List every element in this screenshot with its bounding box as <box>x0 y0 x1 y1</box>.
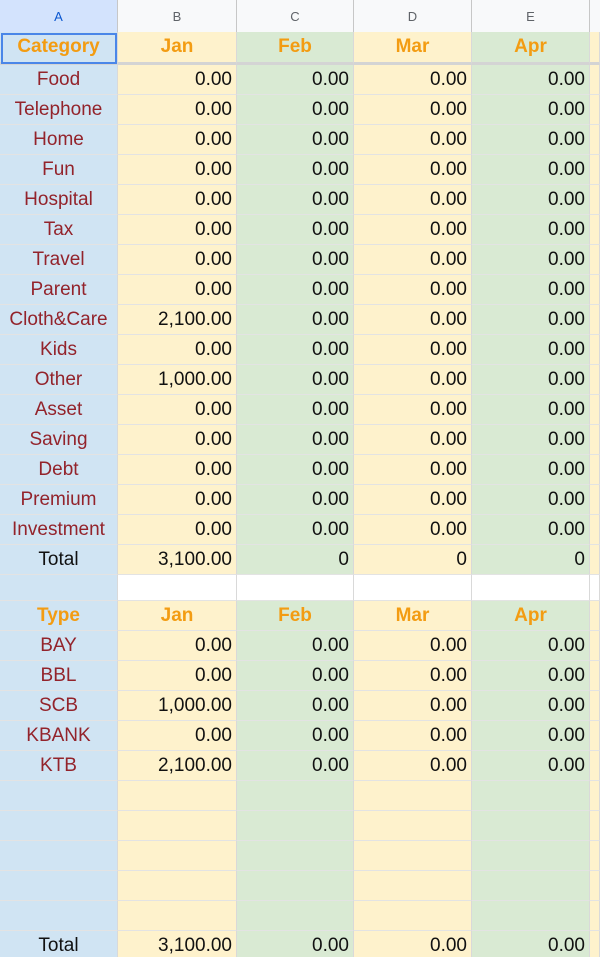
empty-cell[interactable] <box>354 575 472 601</box>
value-cell[interactable]: 0.00 <box>118 275 237 305</box>
value-cell[interactable]: 0.00 <box>472 661 590 691</box>
value-cell[interactable]: 0.00 <box>237 485 354 515</box>
value-cell[interactable]: 0.00 <box>237 515 354 545</box>
cell-f[interactable] <box>590 841 600 871</box>
value-cell[interactable]: 1,000.00 <box>118 365 237 395</box>
value-cell[interactable]: 0.00 <box>237 275 354 305</box>
value-cell[interactable] <box>118 781 237 811</box>
row-label[interactable] <box>0 901 118 931</box>
value-cell[interactable]: 0.00 <box>118 721 237 751</box>
value-cell[interactable]: 0.00 <box>237 395 354 425</box>
category_table-header-label[interactable]: Category <box>0 32 118 65</box>
value-cell[interactable]: 0.00 <box>118 515 237 545</box>
value-cell[interactable]: 0.00 <box>472 335 590 365</box>
cell-f[interactable] <box>590 65 600 95</box>
row-label[interactable]: BAY <box>0 631 118 661</box>
empty-cell[interactable] <box>0 575 118 601</box>
cell-f[interactable] <box>590 305 600 335</box>
value-cell[interactable]: 0.00 <box>354 275 472 305</box>
value-cell[interactable]: 0.00 <box>354 125 472 155</box>
row-label[interactable]: Asset <box>0 395 118 425</box>
table-row <box>0 335 600 365</box>
total-value[interactable]: 0.00 <box>237 931 354 957</box>
value-cell[interactable]: 0.00 <box>354 395 472 425</box>
value-cell[interactable]: 0.00 <box>354 365 472 395</box>
value-cell[interactable]: 0.00 <box>118 125 237 155</box>
row-label[interactable]: Premium <box>0 485 118 515</box>
value-cell[interactable]: 0.00 <box>118 155 237 185</box>
value-cell[interactable] <box>118 871 237 901</box>
value-cell[interactable]: 0.00 <box>118 95 237 125</box>
value-cell[interactable]: 0.00 <box>118 661 237 691</box>
value-cell[interactable]: 0.00 <box>237 691 354 721</box>
value-cell[interactable] <box>237 841 354 871</box>
cell-f[interactable] <box>590 245 600 275</box>
type_table-header-month[interactable]: Feb <box>237 601 354 631</box>
table-row <box>0 751 600 781</box>
value-cell[interactable]: 0.00 <box>118 485 237 515</box>
table-row <box>0 691 600 721</box>
row-label[interactable]: Saving <box>0 425 118 455</box>
cell-f[interactable] <box>590 781 600 811</box>
row-label[interactable]: Investment <box>0 515 118 545</box>
type_table-header-row <box>0 601 600 631</box>
cell-f[interactable] <box>590 901 600 931</box>
value-cell[interactable]: 0.00 <box>472 395 590 425</box>
table-row <box>0 661 600 691</box>
table-row <box>0 65 600 95</box>
value-cell[interactable]: 0.00 <box>354 215 472 245</box>
value-cell[interactable]: 0.00 <box>237 245 354 275</box>
value-cell[interactable]: 0.00 <box>354 335 472 365</box>
value-cell[interactable]: 0.00 <box>354 455 472 485</box>
value-cell[interactable]: 0.00 <box>472 425 590 455</box>
type_table-header-month[interactable]: Jan <box>118 601 237 631</box>
column-header-e[interactable]: E <box>472 0 590 32</box>
table-row <box>0 425 600 455</box>
value-cell[interactable]: 0.00 <box>472 515 590 545</box>
value-cell[interactable]: 0.00 <box>354 515 472 545</box>
table-row <box>0 125 600 155</box>
value-cell[interactable]: 0.00 <box>354 751 472 781</box>
row-label[interactable]: KBANK <box>0 721 118 751</box>
value-cell[interactable]: 0.00 <box>354 185 472 215</box>
value-cell[interactable] <box>237 871 354 901</box>
column-header-c[interactable]: C <box>237 0 354 32</box>
row-label[interactable]: Fun <box>0 155 118 185</box>
empty-cell[interactable] <box>118 575 237 601</box>
value-cell[interactable] <box>237 781 354 811</box>
cell-f[interactable] <box>590 365 600 395</box>
value-cell[interactable]: 0.00 <box>354 155 472 185</box>
value-cell[interactable]: 0.00 <box>118 335 237 365</box>
table-row <box>0 781 600 811</box>
row-label[interactable]: Hospital <box>0 185 118 215</box>
value-cell[interactable] <box>472 871 590 901</box>
cell-grid <box>0 32 600 957</box>
value-cell[interactable] <box>472 901 590 931</box>
value-cell[interactable] <box>237 901 354 931</box>
column-header-f[interactable] <box>590 0 600 32</box>
type_table-header-label[interactable]: Type <box>0 601 118 631</box>
table-row <box>0 515 600 545</box>
value-cell[interactable]: 0.00 <box>237 631 354 661</box>
total-value[interactable]: 0.00 <box>472 931 590 957</box>
value-cell[interactable]: 0.00 <box>237 125 354 155</box>
value-cell[interactable]: 0.00 <box>237 365 354 395</box>
value-cell[interactable]: 0.00 <box>472 485 590 515</box>
table-row <box>0 631 600 661</box>
category_table-header-month[interactable]: Feb <box>237 32 354 65</box>
table-row <box>0 901 600 931</box>
value-cell[interactable]: 0.00 <box>118 215 237 245</box>
value-cell[interactable]: 0.00 <box>354 65 472 95</box>
value-cell[interactable]: 0.00 <box>354 425 472 455</box>
value-cell[interactable]: 0.00 <box>354 721 472 751</box>
table-row <box>0 811 600 841</box>
value-cell[interactable]: 0.00 <box>354 485 472 515</box>
category_table-header-row <box>0 32 600 65</box>
table-row <box>0 485 600 515</box>
value-cell[interactable]: 0.00 <box>118 425 237 455</box>
value-cell[interactable]: 0.00 <box>472 125 590 155</box>
cell-f[interactable] <box>590 95 600 125</box>
value-cell[interactable]: 0.00 <box>354 631 472 661</box>
value-cell[interactable]: 0.00 <box>472 275 590 305</box>
row-label[interactable]: Travel <box>0 245 118 275</box>
table-row <box>0 185 600 215</box>
value-cell[interactable]: 1,000.00 <box>118 691 237 721</box>
total-label[interactable]: Total <box>0 931 118 957</box>
row-label[interactable] <box>0 781 118 811</box>
value-cell[interactable]: 0.00 <box>472 185 590 215</box>
category_table-header-month[interactable]: Mar <box>354 32 472 65</box>
value-cell[interactable]: 0.00 <box>118 395 237 425</box>
value-cell[interactable] <box>472 811 590 841</box>
value-cell[interactable]: 0.00 <box>237 455 354 485</box>
value-cell[interactable] <box>118 841 237 871</box>
column-header-a[interactable]: A <box>0 0 118 32</box>
total-label[interactable]: Total <box>0 545 118 575</box>
blank-row <box>0 575 600 601</box>
row-label[interactable] <box>0 841 118 871</box>
value-cell[interactable]: 0.00 <box>472 721 590 751</box>
cell-f[interactable] <box>590 275 600 305</box>
value-cell[interactable]: 0.00 <box>118 245 237 275</box>
cell-f[interactable] <box>590 155 600 185</box>
value-cell[interactable] <box>354 871 472 901</box>
cell-f[interactable] <box>590 661 600 691</box>
value-cell[interactable]: 0.00 <box>472 751 590 781</box>
column-header-b[interactable]: B <box>118 0 237 32</box>
category_table-header-month[interactable]: Jan <box>118 32 237 65</box>
row-label[interactable]: Parent <box>0 275 118 305</box>
cell-f[interactable] <box>590 871 600 901</box>
value-cell[interactable]: 0.00 <box>472 631 590 661</box>
value-cell[interactable]: 0.00 <box>354 305 472 335</box>
row-label[interactable]: Debt <box>0 455 118 485</box>
cell-f[interactable] <box>590 691 600 721</box>
value-cell[interactable]: 0.00 <box>472 365 590 395</box>
column-header-row <box>0 0 600 33</box>
value-cell[interactable]: 0.00 <box>354 691 472 721</box>
value-cell[interactable] <box>118 811 237 841</box>
value-cell[interactable]: 0.00 <box>237 335 354 365</box>
row-label[interactable]: Other <box>0 365 118 395</box>
cell-f[interactable] <box>590 32 600 65</box>
value-cell[interactable]: 2,100.00 <box>118 751 237 781</box>
value-cell[interactable]: 0.00 <box>237 65 354 95</box>
total-value[interactable]: 3,100.00 <box>118 931 237 957</box>
row-label[interactable]: Cloth&Care <box>0 305 118 335</box>
type_table-header-month[interactable]: Mar <box>354 601 472 631</box>
type_table-total-row <box>0 931 600 957</box>
value-cell[interactable]: 0.00 <box>354 245 472 275</box>
value-cell[interactable]: 0.00 <box>472 245 590 275</box>
cell-f[interactable] <box>590 125 600 155</box>
table-row <box>0 721 600 751</box>
cell-f[interactable] <box>590 931 600 957</box>
value-cell[interactable]: 0.00 <box>472 305 590 335</box>
value-cell[interactable] <box>118 901 237 931</box>
cell-f[interactable] <box>590 185 600 215</box>
cell-f[interactable] <box>590 631 600 661</box>
value-cell[interactable]: 0.00 <box>472 65 590 95</box>
value-cell[interactable]: 0.00 <box>237 215 354 245</box>
total-value[interactable]: 3,100.00 <box>118 545 237 575</box>
value-cell[interactable]: 0.00 <box>118 185 237 215</box>
value-cell[interactable] <box>472 841 590 871</box>
type_table-header-month[interactable]: Apr <box>472 601 590 631</box>
value-cell[interactable]: 0.00 <box>237 155 354 185</box>
value-cell[interactable] <box>354 811 472 841</box>
cell-f[interactable] <box>590 395 600 425</box>
value-cell[interactable]: 0.00 <box>472 155 590 185</box>
row-label[interactable]: BBL <box>0 661 118 691</box>
total-value[interactable]: 0.00 <box>354 931 472 957</box>
value-cell[interactable]: 0.00 <box>472 691 590 721</box>
total-value[interactable]: 0 <box>472 545 590 575</box>
value-cell[interactable]: 0.00 <box>237 95 354 125</box>
table-row <box>0 455 600 485</box>
value-cell[interactable]: 0.00 <box>118 455 237 485</box>
table-row <box>0 365 600 395</box>
cell-f[interactable] <box>590 455 600 485</box>
table-row <box>0 245 600 275</box>
table-row <box>0 275 600 305</box>
value-cell[interactable]: 0.00 <box>237 425 354 455</box>
value-cell[interactable] <box>354 841 472 871</box>
empty-cell[interactable] <box>237 575 354 601</box>
total-value[interactable]: 0 <box>354 545 472 575</box>
column-header-d[interactable]: D <box>354 0 472 32</box>
value-cell[interactable]: 0.00 <box>237 751 354 781</box>
value-cell[interactable]: 0.00 <box>237 661 354 691</box>
cell-f[interactable] <box>590 335 600 365</box>
row-label[interactable]: Food <box>0 65 118 95</box>
table-row <box>0 215 600 245</box>
value-cell[interactable] <box>354 901 472 931</box>
cell-f[interactable] <box>590 515 600 545</box>
total-value[interactable]: 0 <box>237 545 354 575</box>
row-label[interactable]: Tax <box>0 215 118 245</box>
value-cell[interactable]: 0.00 <box>118 65 237 95</box>
table-row <box>0 871 600 901</box>
value-cell[interactable]: 0.00 <box>237 721 354 751</box>
value-cell[interactable]: 0.00 <box>472 215 590 245</box>
category_table-total-row <box>0 545 600 575</box>
cell-f[interactable] <box>590 485 600 515</box>
row-label[interactable] <box>0 811 118 841</box>
value-cell[interactable]: 0.00 <box>237 185 354 215</box>
value-cell[interactable] <box>472 781 590 811</box>
table-row <box>0 95 600 125</box>
cell-f[interactable] <box>590 751 600 781</box>
cell-f[interactable] <box>590 721 600 751</box>
table-row <box>0 305 600 335</box>
category_table-header-month[interactable]: Apr <box>472 32 590 65</box>
cell-f[interactable] <box>590 545 600 575</box>
row-label[interactable]: Home <box>0 125 118 155</box>
row-label[interactable] <box>0 871 118 901</box>
value-cell[interactable]: 0.00 <box>354 95 472 125</box>
value-cell[interactable]: 0.00 <box>354 661 472 691</box>
row-label[interactable]: KTB <box>0 751 118 781</box>
row-label[interactable]: Telephone <box>0 95 118 125</box>
value-cell[interactable]: 0.00 <box>472 95 590 125</box>
value-cell[interactable]: 0.00 <box>237 305 354 335</box>
empty-cell[interactable] <box>590 575 600 601</box>
value-cell[interactable]: 0.00 <box>472 455 590 485</box>
value-cell[interactable]: 0.00 <box>118 631 237 661</box>
cell-f[interactable] <box>590 425 600 455</box>
table-row <box>0 155 600 185</box>
empty-cell[interactable] <box>472 575 590 601</box>
table-row <box>0 841 600 871</box>
row-label[interactable]: SCB <box>0 691 118 721</box>
table-row <box>0 395 600 425</box>
row-label[interactable]: Kids <box>0 335 118 365</box>
value-cell[interactable] <box>237 811 354 841</box>
cell-f[interactable] <box>590 215 600 245</box>
value-cell[interactable] <box>354 781 472 811</box>
cell-f[interactable] <box>590 811 600 841</box>
value-cell[interactable]: 2,100.00 <box>118 305 237 335</box>
cell-f[interactable] <box>590 601 600 631</box>
